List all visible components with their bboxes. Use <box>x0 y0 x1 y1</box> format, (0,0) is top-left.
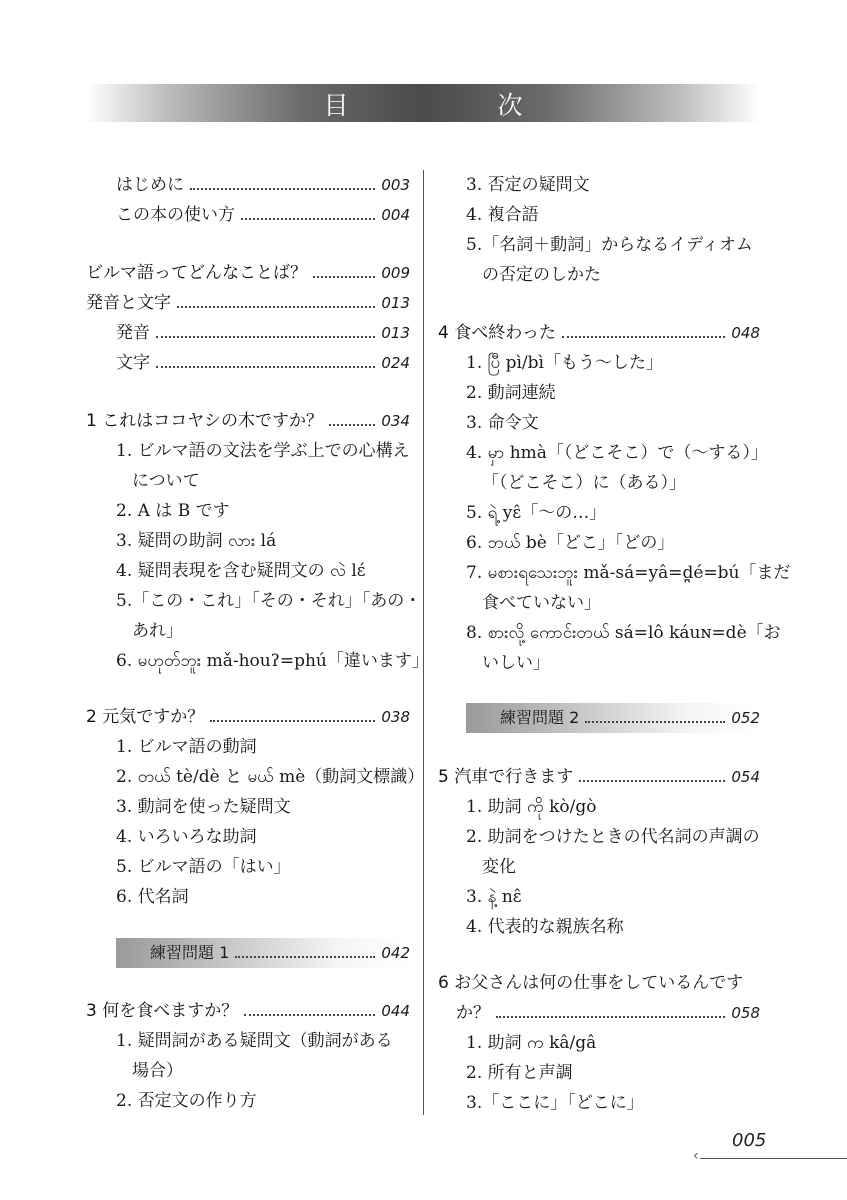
page-number: 005 <box>732 1130 767 1151</box>
toc-page: 054 <box>731 768 760 786</box>
toc-label: 2 元気ですか？ <box>86 707 205 727</box>
toc-entry-hatsuon-sub[interactable] <box>116 318 410 348</box>
ch4-item: 食べていない」 <box>482 593 601 613</box>
ch5-item: 1. 助詞 ကို kò/gò <box>466 797 597 817</box>
ch3-item: 3. 否定の疑問文 <box>466 175 590 195</box>
ch2-item: 4. いろいろな助詞 <box>116 827 257 847</box>
ch1-item: 1. ビルマ語の文法を学ぶ上での心構え <box>116 441 410 461</box>
column-divider <box>423 170 424 1115</box>
ch3-item: 2. 否定文の作り方 <box>116 1091 257 1111</box>
ch6-item: 3.「ここに」「どこに」 <box>466 1093 644 1113</box>
toc-page: 058 <box>731 1004 760 1022</box>
ch1-item: について <box>132 471 200 491</box>
toc-entry-burmese[interactable] <box>86 258 410 288</box>
ch2-item: 6. 代名詞 <box>116 887 189 907</box>
toc-label: 発音と文字 <box>86 293 171 313</box>
toc-entry-chapter-4[interactable] <box>438 318 760 348</box>
ch1-item: あれ」 <box>132 621 183 641</box>
toc-entry-chapter-2[interactable] <box>86 702 410 732</box>
ch4-item: 2. 動詞連続 <box>466 383 556 403</box>
page-title: 目 次 <box>323 91 585 120</box>
toc-title-bar <box>86 84 760 122</box>
ch2-item: 5. ビルマ語の「はい」 <box>116 857 291 877</box>
ch4-item: 「（どこそこ）に（ある）」 <box>482 473 686 493</box>
toc-entry-chapter-3[interactable] <box>86 996 410 1026</box>
leader-dots <box>235 956 375 958</box>
toc-label: 文字 <box>116 353 150 373</box>
leader-dots <box>313 276 375 278</box>
leader-dots <box>585 721 725 723</box>
ch4-item: 6. ဘယ် bè「どこ」「どの」 <box>466 533 675 553</box>
toc-label: 5 汽車で行きます <box>438 767 574 787</box>
toc-label: ビルマ語ってどんなことば？ <box>86 263 307 283</box>
toc-label: 1 これはココヤシの木ですか？ <box>86 411 324 431</box>
leader-dots <box>156 336 375 338</box>
toc-entry-chapter-6-title[interactable]: 6 お父さんは何の仕事をしているんです <box>438 973 744 993</box>
toc-entry-chapter-1[interactable] <box>86 406 410 436</box>
toc-page: 009 <box>381 264 410 282</box>
ch1-item: 5.「この・これ」「その・それ」「あの・ <box>116 591 422 611</box>
ch4-item: 5. ရဲ့ yɛ̂「～の…」 <box>466 503 607 523</box>
ch3-item: 5.「名詞＋動詞」からなるイディオム <box>466 235 753 255</box>
toc-page: 013 <box>381 324 410 342</box>
toc-page: 038 <box>381 708 410 726</box>
toc-entry-moji-sub[interactable] <box>116 348 410 378</box>
toc-label: か？ <box>456 1003 490 1023</box>
arrow-left-icon: ‹ <box>693 1148 699 1164</box>
ch1-item: 6. မဟုတ်ဘူး mǎ-houʔ=phú「違います」 <box>116 651 429 671</box>
toc-page: 013 <box>381 294 410 312</box>
footer-rule <box>700 1158 847 1159</box>
leader-dots <box>244 1014 375 1016</box>
ch4-item: 7. မစားရသေးဘူး mǎ-sá=yâ=d̪é=bú「まだ <box>466 563 791 583</box>
toc-label: 3 何を食べますか？ <box>86 1001 239 1021</box>
ch1-item: 4. 疑問表現を含む疑問文の လဲ lɛ́ <box>116 561 366 581</box>
leader-dots <box>241 218 375 220</box>
leader-dots <box>156 366 375 368</box>
toc-label: はじめに <box>116 175 184 195</box>
toc-entry-hatsuon[interactable] <box>86 288 410 318</box>
toc-label: 発音 <box>116 323 150 343</box>
ch1-item: 2. A は B です <box>116 501 230 521</box>
ch5-item: 3. နဲ့ nɛ̂ <box>466 887 522 907</box>
toc-label: 練習問題 1 <box>150 943 230 962</box>
ch3-item: 4. 複合語 <box>466 205 539 225</box>
ch5-item: 変化 <box>482 857 516 877</box>
ch5-item: 4. 代表的な親族名称 <box>466 917 624 937</box>
ch4-item: 1. ပြီ pì/bì「もう～した」 <box>466 353 663 373</box>
toc-entry-chapter-5[interactable] <box>438 762 760 792</box>
ch3-item: 1. 疑問詞がある疑問文（動詞がある <box>116 1031 393 1051</box>
ch4-item: 3. 命令文 <box>466 413 539 433</box>
ch3-item: の否定のしかた <box>482 265 601 285</box>
leader-dots <box>562 336 725 338</box>
ch6-item: 1. 助詞 က kâ/gâ <box>466 1033 597 1053</box>
toc-entry-hajimeni[interactable] <box>116 170 410 200</box>
ch4-item: 4. မှာ hmà「（どこそこ）で（～する）」 <box>466 443 768 463</box>
ch2-item: 3. 動詞を使った疑問文 <box>116 797 291 817</box>
practice-1-banner[interactable] <box>116 938 410 968</box>
leader-dots <box>190 188 375 190</box>
leader-dots <box>579 780 725 782</box>
ch5-item: 2. 助詞をつけたときの代名詞の声調の <box>466 827 760 847</box>
ch2-item: 2. တယ် tè/dè と မယ် mè（動詞文標識） <box>116 767 425 787</box>
toc-page: 003 <box>381 176 410 194</box>
leader-dots <box>177 306 375 308</box>
ch4-item: 8. စားလို့ ကောင်းတယ် sá=lô káuɴ=dè「お <box>466 623 781 643</box>
toc-page: 052 <box>731 709 760 727</box>
toc-entry-tsukaikata[interactable] <box>116 200 410 230</box>
toc-label: 練習問題 2 <box>500 708 580 727</box>
ch2-item: 1. ビルマ語の動詞 <box>116 737 257 757</box>
toc-label: 4 食べ終わった <box>438 323 557 343</box>
toc-entry-chapter-6[interactable] <box>456 998 760 1028</box>
toc-page: 034 <box>381 412 410 430</box>
toc-label: この本の使い方 <box>116 205 235 225</box>
toc-page: 024 <box>381 354 410 372</box>
toc-page: 042 <box>381 944 410 962</box>
ch4-item: いしい」 <box>482 653 550 673</box>
ch6-item: 2. 所有と声調 <box>466 1063 573 1083</box>
leader-dots <box>329 424 375 426</box>
toc-page: 044 <box>381 1002 410 1020</box>
leader-dots <box>496 1016 725 1018</box>
leader-dots <box>210 720 375 722</box>
practice-2-banner[interactable] <box>466 703 760 733</box>
ch3-item: 場合） <box>132 1061 183 1081</box>
ch1-item: 3. 疑問の助詞 လား lá <box>116 531 277 551</box>
toc-page: 048 <box>731 324 760 342</box>
toc-page: 004 <box>381 206 410 224</box>
